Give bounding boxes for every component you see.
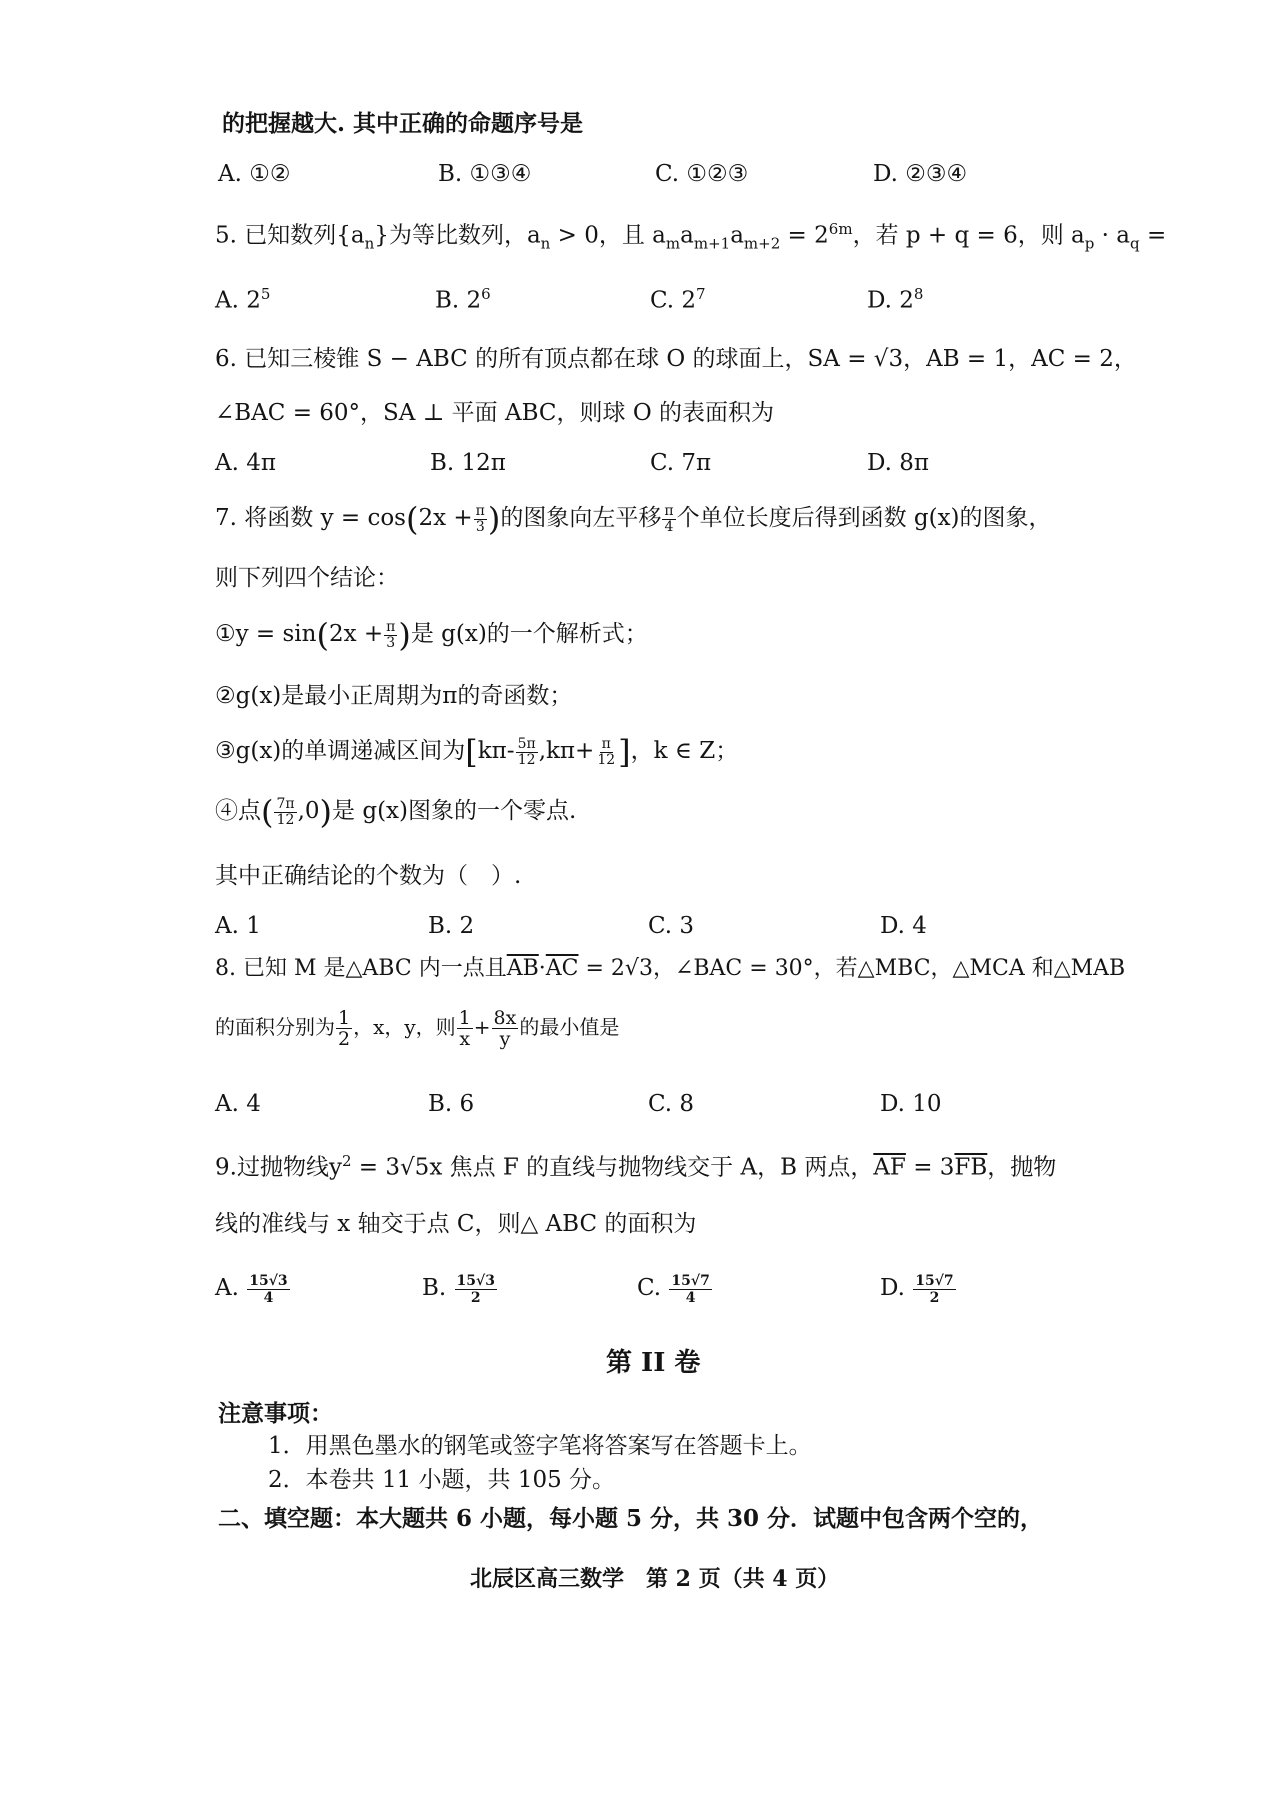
vector-fb: $\overline{FB}$: [954, 1154, 988, 1181]
q4-option-b: B. ①③④: [438, 161, 532, 187]
vector-ab: $\overline{AB}$: [506, 956, 539, 981]
q6-option-d: D. 8π: [867, 450, 929, 476]
q9-line-1: 9.过抛物线$y^2 = 3√5x$ 焦点 F 的直线与抛物线交于 A，B 两点，$\overline{AF} = 3\overline{FB}$，抛物: [215, 1152, 1057, 1181]
q8-line-2: 的面积分别为 $\frac{1}{2}$ ，x，y，则 $\frac{1}{x}$ + $\frac{8x}{y}$ 的最小值是: [215, 1007, 620, 1050]
q7-statement-3: ③g(x)的单调递减区间为[kπ- $\frac{5\pi}{12}$ ,kπ+ $\frac{\pi}{12}$ ]，k ∈ Z；: [215, 733, 739, 771]
q5-option-a: A. $2^5$: [215, 285, 271, 314]
q7-statement-1: ①y = sin(2x + $\frac{\pi}{3}$ )是 g(x)的一个解析式；: [215, 616, 648, 654]
q7-question: 其中正确结论的个数为（ ）.: [215, 863, 522, 889]
q7-option-c: C. 3: [648, 913, 695, 939]
q8-option-c: C. 8: [648, 1091, 695, 1117]
q4-tail: 的把握越大. 其中正确的命题序号是: [222, 110, 584, 137]
q9-line-2: 线的准线与 x 轴交于点 C，则△ ABC 的面积为: [215, 1211, 697, 1237]
q8-line-1: 8. 已知 M 是△ABC 内一点且$\overline{AB}\cdot\overline{AC} = 2√3$，∠BAC = 30°，若△MBC，△MCA 和△MAB: [215, 956, 1126, 981]
q7-line-1: 7. 将函数 y = cos(2x + $\frac{\pi}{3}$ )的图象向左平移 $\frac{\pi}{4}$ 个单位长度后得到函数 g(x)的图象，: [215, 500, 1052, 538]
q7-line-2: 则下列四个结论：: [215, 565, 399, 591]
vector-af: $\overline{AF}$: [873, 1154, 906, 1181]
vector-ac: $\overline{AC}$: [545, 956, 579, 981]
q5-option-d: D. $2^8$: [867, 285, 924, 314]
section-two-heading: 二、填空题：本大题共 6 小题，每小题 5 分，共 30 分．试题中包含两个空的，: [218, 1505, 1044, 1532]
q7-option-b: B. 2: [428, 913, 475, 939]
q9-option-c: C. $\frac{15√7}{4}$: [637, 1272, 710, 1306]
q8-option-a: A. 4: [215, 1091, 261, 1117]
q5-option-b: B. $2^6$: [435, 285, 491, 314]
page-footer: 北辰区高三数学 第 2 页（共 4 页）: [470, 1566, 840, 1592]
q7-statement-2: ②g(x)是最小正周期为π的奇函数；: [215, 683, 573, 709]
q9-option-d: D. $\frac{15√7}{2}$: [880, 1272, 954, 1306]
q6-line-1: 6. 已知三棱锥 S − ABC 的所有顶点都在球 O 的球面上，SA = √3，AB = 1，AC = 2，: [215, 346, 1137, 372]
q8-option-b: B. 6: [428, 1091, 475, 1117]
q4-option-a: A. ①②: [218, 161, 291, 187]
part2-title: 第 II 卷: [606, 1348, 701, 1378]
pi-over-3: $\frac{\pi}{3}$: [475, 502, 485, 535]
q7-option-a: A. 1: [215, 913, 261, 939]
q6-option-a: A. 4π: [215, 450, 276, 476]
q9-option-a: A. $\frac{15√3}{4}$: [215, 1272, 288, 1306]
q6-line-2: ∠BAC = 60°，SA ⊥ 平面 ABC，则球 O 的表面积为: [215, 400, 774, 426]
q7-option-d: D. 4: [880, 913, 927, 939]
q9-option-b: B. $\frac{15√3}{2}$: [422, 1272, 495, 1306]
q4-option-c: C. ①②③: [655, 161, 749, 187]
pi-over-4: $\frac{\pi}{4}$: [664, 502, 674, 535]
q4-option-d: D. ②③④: [873, 161, 968, 187]
q6-option-b: B. 12π: [430, 450, 506, 476]
q8-option-d: D. 10: [880, 1091, 942, 1117]
notice-item-1: 1．用黑色墨水的钢笔或签字笔将答案写在答题卡上。: [268, 1433, 812, 1459]
q6-option-c: C. 7π: [650, 450, 712, 476]
notice-heading: 注意事项：: [218, 1400, 333, 1427]
q7-statement-4: ④点( $\frac{7\pi}{12}$ ,0)是 g(x)图象的一个零点.: [215, 793, 577, 831]
notice-item-2: 2．本卷共 11 小题，共 105 分。: [268, 1467, 616, 1493]
q5-stem: 5. 已知数列$\{a_n\}$为等比数列，$a_n > 0$，且 $a_ma_{m+1}a_{m+2} = 2^{6m}$，若 p + q = 6，则 $a_p \cdot a_q$ =: [215, 220, 1167, 253]
q5-option-c: C. $2^7$: [650, 285, 706, 314]
